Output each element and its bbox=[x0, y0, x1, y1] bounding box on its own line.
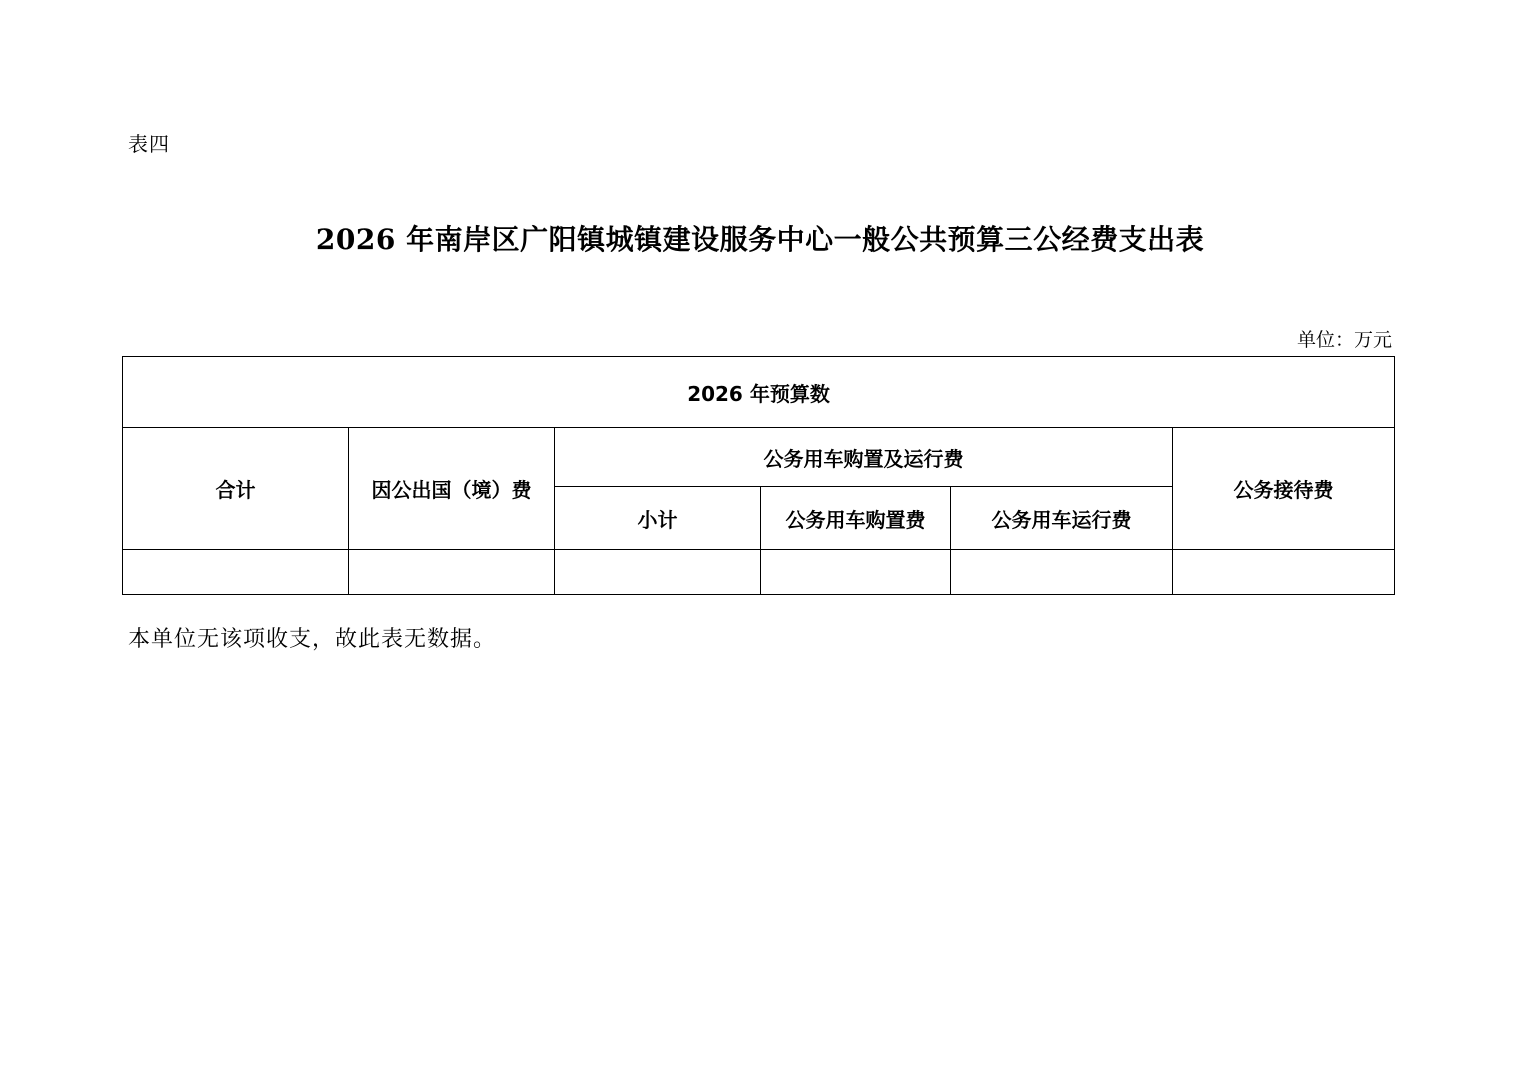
column-header-total: 合计 bbox=[123, 428, 349, 550]
column-header-vehicle-subtotal: 小计 bbox=[555, 487, 761, 550]
table-row bbox=[123, 550, 1395, 595]
sheet-label: 表四 bbox=[128, 132, 170, 156]
column-header-vehicle-operation: 公务用车运行费 bbox=[951, 487, 1173, 550]
cell-overseas bbox=[349, 550, 555, 595]
table-row-header-primary bbox=[123, 428, 1395, 487]
column-header-vehicle-purchase: 公务用车购置费 bbox=[761, 487, 951, 550]
footnote: 本单位无该项收支，故此表无数据。 bbox=[128, 627, 497, 652]
budget-table bbox=[122, 356, 1395, 595]
page-title: 2026 年南岸区广阳镇城镇建设服务中心一般公共预算三公经费支出表 bbox=[315, 223, 1205, 256]
cell-total bbox=[123, 550, 349, 595]
table-row-group-header bbox=[123, 357, 1395, 428]
unit-note: 单位：万元 bbox=[1296, 329, 1392, 351]
cell-vehicle-operation bbox=[951, 550, 1173, 595]
cell-reception bbox=[1173, 550, 1395, 595]
cell-vehicle-subtotal bbox=[555, 550, 761, 595]
column-header-vehicle-group: 公务用车购置及运行费 bbox=[555, 428, 1173, 487]
cell-vehicle-purchase bbox=[761, 550, 951, 595]
group-header-cell: 2026 年预算数 bbox=[123, 357, 1395, 428]
column-header-reception: 公务接待费 bbox=[1173, 428, 1395, 550]
column-header-overseas: 因公出国（境）费 bbox=[349, 428, 555, 550]
